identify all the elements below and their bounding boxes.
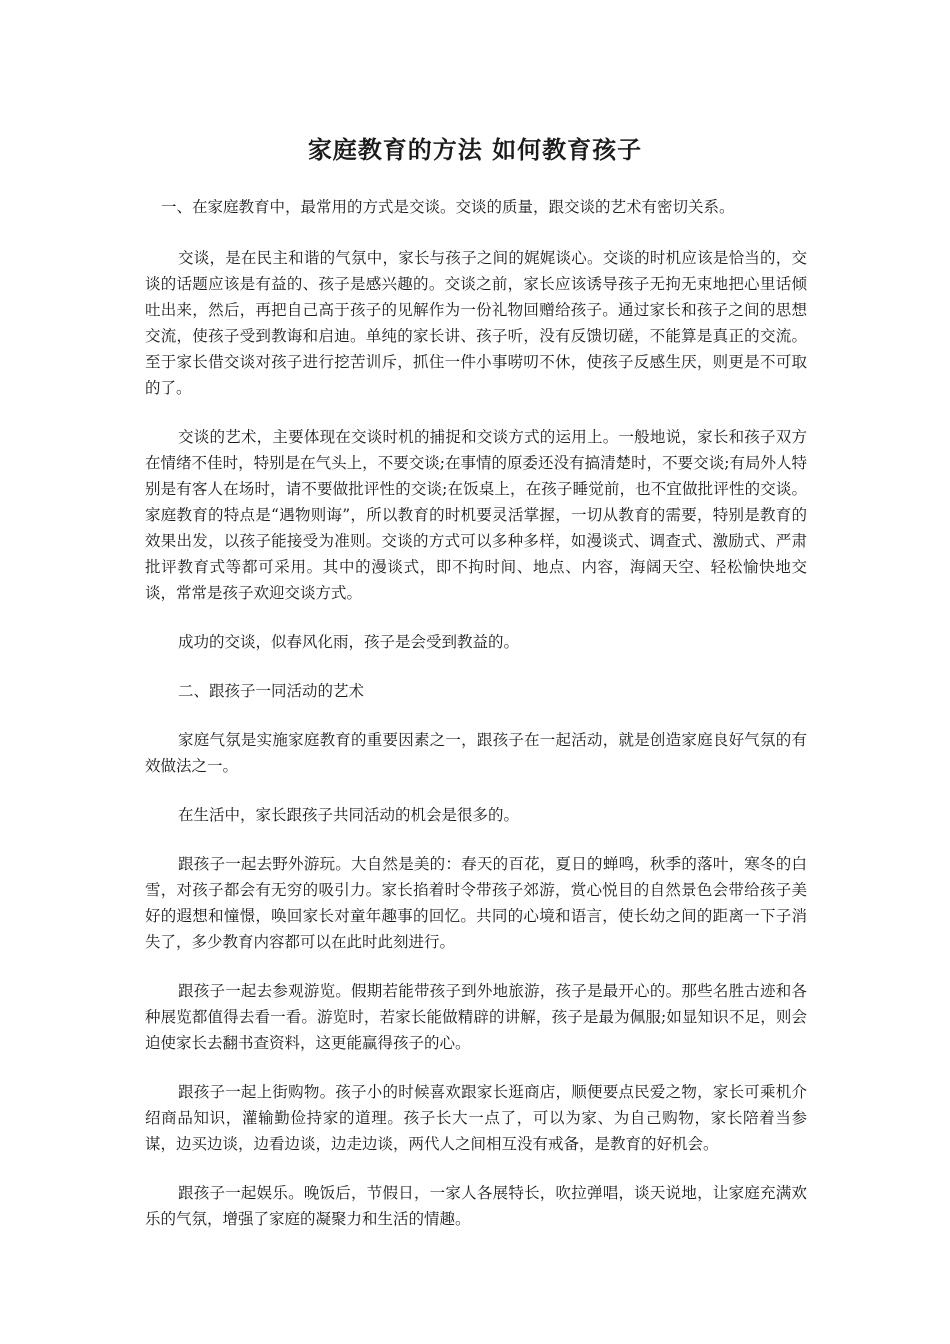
paragraph: 跟孩子一起上街购物。孩子小的时候喜欢跟家长逛商店，顺便要点民爱之物，家长可乘机介绍商品知识，灌输勤俭持家的道理。孩子长大一点了，可以为家、为自己购物，家长陪着当参谋，边买边谈，边看边谈，边走边谈，两代人之间相互没有戒备，是教育的好机会。 <box>145 1083 807 1153</box>
paragraph: 交谈，是在民主和谐的气氛中，家长与孩子之间的娓娓谈心。交谈的时机应该是恰当的，交谈的话题应该是有益的、孩子是感兴趣的。交谈之前，家长应该诱导孩子无拘无束地把心里话倾吐出来，然后，再把自己高于孩子的见解作为一份礼物回赠给孩子。通过家长和孩子之间的思想交流，使孩子受到教诲和启迪。单纯的家长讲、孩子听，没有反馈切磋，不能算是真正的交流。至于家长借交谈对孩子进行挖苦训斥，抓住一件小事唠叨不休，使孩子反感生厌，则更是不可取的了。 <box>145 249 807 397</box>
paragraph: 交谈的艺术，主要体现在交谈时机的捕捉和交谈方式的运用上。一般地说，家长和孩子双方在情绪不佳时，特别是在气头上，不要交谈;在事情的原委还没有搞清楚时，不要交谈;有局外人特别是有客人在场时，请不要做批评性的交谈;在饭桌上，在孩子睡觉前，也不宜做批评性的交谈。家庭教育的特点是“遇物则诲”，所以教育的时机要灵活掌握，一切从教育的需要，特别是教育的效果出发，以孩子能接受为准则。交谈的方式可以多种多样，如漫谈式、调查式、激励式、严肃批评教育式等都可采用。其中的漫谈式，即不拘时间、地点、内容，海阔天空、轻松愉快地交谈，常常是孩子欢迎交谈方式。 <box>145 428 807 602</box>
section-heading: 二、跟孩子一同活动的艺术 <box>178 682 365 700</box>
paragraph: 跟孩子一起娱乐。晚饭后，节假日，一家人各展特长，吹拉弹唱，谈天说地，让家庭充满欢乐的气氛，增强了家庭的凝聚力和生活的情趣。 <box>145 1184 807 1228</box>
document-body <box>145 194 807 1255</box>
paragraph: 跟孩子一起去参观游览。假期若能带孩子到外地旅游，孩子是最开心的。那些名胜古迹和各种展览都值得去看一看。游览时，若家长能做精辟的讲解，孩子是最为佩服;如显知识不足，则会迫使家长去翻书查资料，这更能赢得孩子的心。 <box>145 982 807 1052</box>
paragraph: 成功的交谈，似春风化雨，孩子是会受到教益的。 <box>178 633 520 651</box>
paragraph: 在生活中，家长跟孩子共同活动的机会是很多的。 <box>178 806 520 824</box>
paragraph: 家庭气氛是实施家庭教育的重要因素之一，跟孩子在一起活动，就是创造家庭良好气氛的有效做法之一。 <box>145 731 807 775</box>
paragraph-section-one-intro: 一、在家庭教育中，最常用的方式是交谈。交谈的质量，跟交谈的艺术有密切关系。 <box>161 198 735 216</box>
document-title: 家庭教育的方法 如何教育孩子 <box>307 135 643 164</box>
paragraph: 跟孩子一起去野外游玩。大自然是美的：春天的百花，夏日的蝉鸣，秋季的落叶，寒冬的白雪，对孩子都会有无穷的吸引力。家长掐着时令带孩子郊游，赏心悦目的自然景色会带给孩子美好的遐想和憧憬，唤回家长对童年趣事的回忆。共同的心境和语言，使长幼之间的距离一下子消失了，多少教育内容都可以在此时此刻进行。 <box>145 855 807 951</box>
